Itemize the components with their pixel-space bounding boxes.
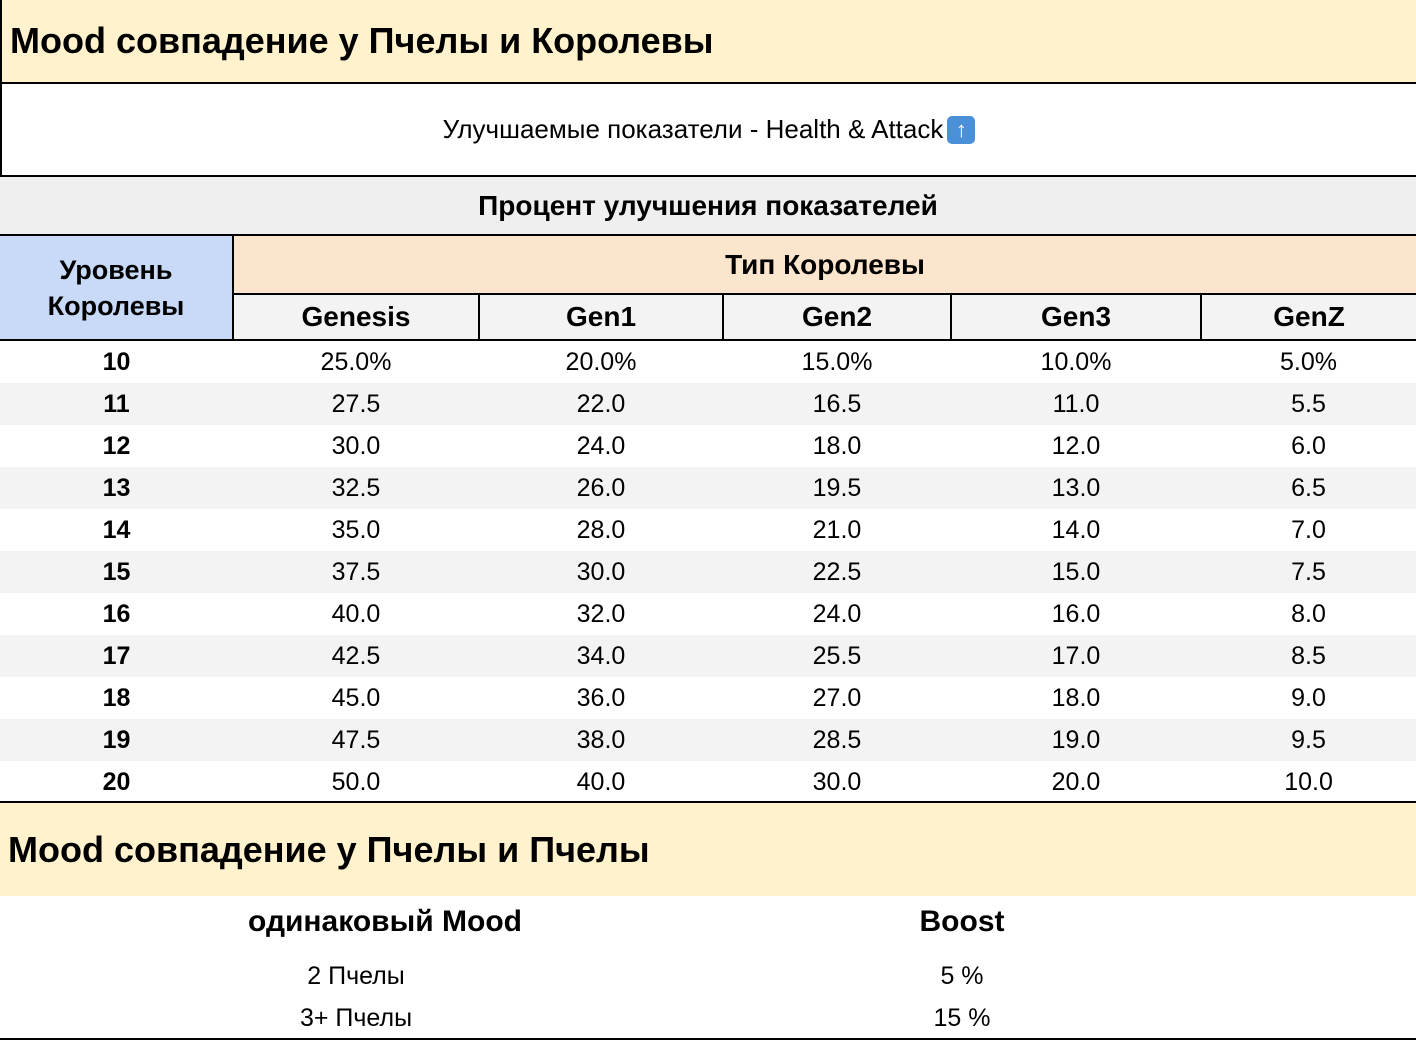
column-header-genz: GenZ (1201, 294, 1416, 340)
table-title (0, 177, 1416, 236)
value-cell: 36.0 (576, 683, 626, 712)
table-row (0, 425, 1416, 467)
value-cell: 25.5 (723, 635, 951, 677)
value-cell: 21.0 (812, 515, 862, 544)
value-cell: 5.0% (1280, 347, 1338, 376)
up-arrow-icon: ↑ (947, 116, 975, 144)
table-row (0, 635, 1416, 677)
level-cell: 11 (0, 383, 233, 425)
table-row (0, 719, 1416, 761)
value-cell: 10.0 (1284, 767, 1333, 796)
level-cell: 19 (0, 719, 233, 761)
level-cell: 12 (102, 431, 131, 460)
level-header (0, 236, 233, 340)
column-header-gen2: Gen2 (723, 294, 951, 340)
value-cell: 24.0 (576, 431, 626, 460)
value-cell: 18.0 (812, 431, 862, 460)
value-cell: 28.5 (723, 719, 951, 761)
table-row (0, 677, 1416, 719)
table-row (0, 383, 1416, 425)
value-cell: 25.0% (320, 347, 392, 376)
value-cell: 40.0 (576, 767, 626, 796)
section1-subtitle (0, 84, 1416, 177)
table-row (0, 340, 1416, 383)
table-title-text: Процент улучшения показателей (478, 189, 938, 221)
value-cell: 20.0 (1051, 767, 1101, 796)
value-cell: 45.0 (331, 683, 381, 712)
value-cell: 16.0 (1051, 599, 1101, 628)
value-cell: 12.0 (1051, 431, 1101, 460)
table-row (0, 551, 1416, 593)
value-cell: 9.5 (1201, 719, 1416, 761)
value-cell: 8.5 (1201, 635, 1416, 677)
value-cell: 9.0 (1291, 683, 1326, 712)
value-cell: 26.0 (479, 467, 723, 509)
table-row (0, 761, 1416, 803)
level-cell: 14 (102, 515, 131, 544)
level-cell: 10 (102, 347, 131, 376)
level-header-text: Уровень Королевы (47, 254, 185, 321)
table-body (0, 340, 1416, 803)
section2-title-text: Mood совпадение у Пчелы и Пчелы (8, 828, 650, 870)
value-cell: 18.0 (1051, 683, 1101, 712)
column-header-genesis: Genesis (233, 294, 479, 340)
value-cell: 28.0 (576, 515, 626, 544)
value-cell: 19.0 (951, 719, 1201, 761)
column-header-gen1: Gen1 (479, 294, 723, 340)
same-mood-header: одинаковый Mood (248, 905, 522, 938)
value-cell: 32.0 (576, 599, 626, 628)
value-cell: 15.0% (801, 347, 873, 376)
bee-count: 2 Пчелы (307, 962, 405, 990)
value-cell: 32.5 (233, 467, 479, 509)
value-cell: 22.5 (723, 551, 951, 593)
value-cell: 40.0 (331, 599, 381, 628)
value-cell: 10.0% (1040, 347, 1112, 376)
section1-title (0, 0, 1416, 84)
value-cell: 5.5 (1201, 383, 1416, 425)
type-header-text: Тип Королевы (725, 248, 925, 280)
value-cell: 30.0 (479, 551, 723, 593)
value-cell: 30.0 (812, 767, 862, 796)
boost-table (0, 236, 1416, 803)
level-cell: 15 (0, 551, 233, 593)
section2-title (0, 801, 1416, 896)
level-cell: 20 (102, 767, 131, 796)
boost-value: 5 % (940, 962, 984, 990)
boost-value: 15 % (933, 1004, 991, 1032)
value-cell: 34.0 (479, 635, 723, 677)
value-cell: 47.5 (233, 719, 479, 761)
level-cell: 13 (0, 467, 233, 509)
value-cell: 50.0 (331, 767, 381, 796)
value-cell: 22.0 (479, 383, 723, 425)
column-header-gen3: Gen3 (951, 294, 1201, 340)
value-cell: 7.5 (1201, 551, 1416, 593)
table-row (0, 509, 1416, 551)
table-row (0, 467, 1416, 509)
value-cell: 19.5 (723, 467, 951, 509)
value-cell: 6.5 (1201, 467, 1416, 509)
level-cell: 16 (102, 599, 131, 628)
value-cell: 35.0 (331, 515, 381, 544)
value-cell: 6.0 (1291, 431, 1326, 460)
value-cell: 37.5 (233, 551, 479, 593)
value-cell: 20.0% (565, 347, 637, 376)
value-cell: 27.0 (812, 683, 862, 712)
value-cell: 8.0 (1291, 599, 1326, 628)
value-cell: 14.0 (1051, 515, 1101, 544)
bottom-border (0, 1038, 1416, 1040)
value-cell: 30.0 (331, 431, 381, 460)
value-cell: 16.5 (723, 383, 951, 425)
table-row (0, 593, 1416, 635)
type-header (233, 236, 1416, 294)
value-cell: 15.0 (951, 551, 1201, 593)
value-cell: 11.0 (951, 383, 1201, 425)
value-cell: 27.5 (233, 383, 479, 425)
level-cell: 18 (102, 683, 131, 712)
value-cell: 7.0 (1291, 515, 1326, 544)
section1-title-text: Mood совпадение у Пчелы и Королевы (10, 20, 714, 61)
value-cell: 42.5 (233, 635, 479, 677)
value-cell: 13.0 (951, 467, 1201, 509)
value-cell: 17.0 (951, 635, 1201, 677)
bee-count: 3+ Пчелы (299, 1004, 413, 1032)
level-cell: 17 (0, 635, 233, 677)
value-cell: 24.0 (812, 599, 862, 628)
subtitle-text: Улучшаемые показатели - Health & Attack (442, 114, 944, 144)
boost-header: Boost (919, 905, 1005, 938)
value-cell: 38.0 (479, 719, 723, 761)
